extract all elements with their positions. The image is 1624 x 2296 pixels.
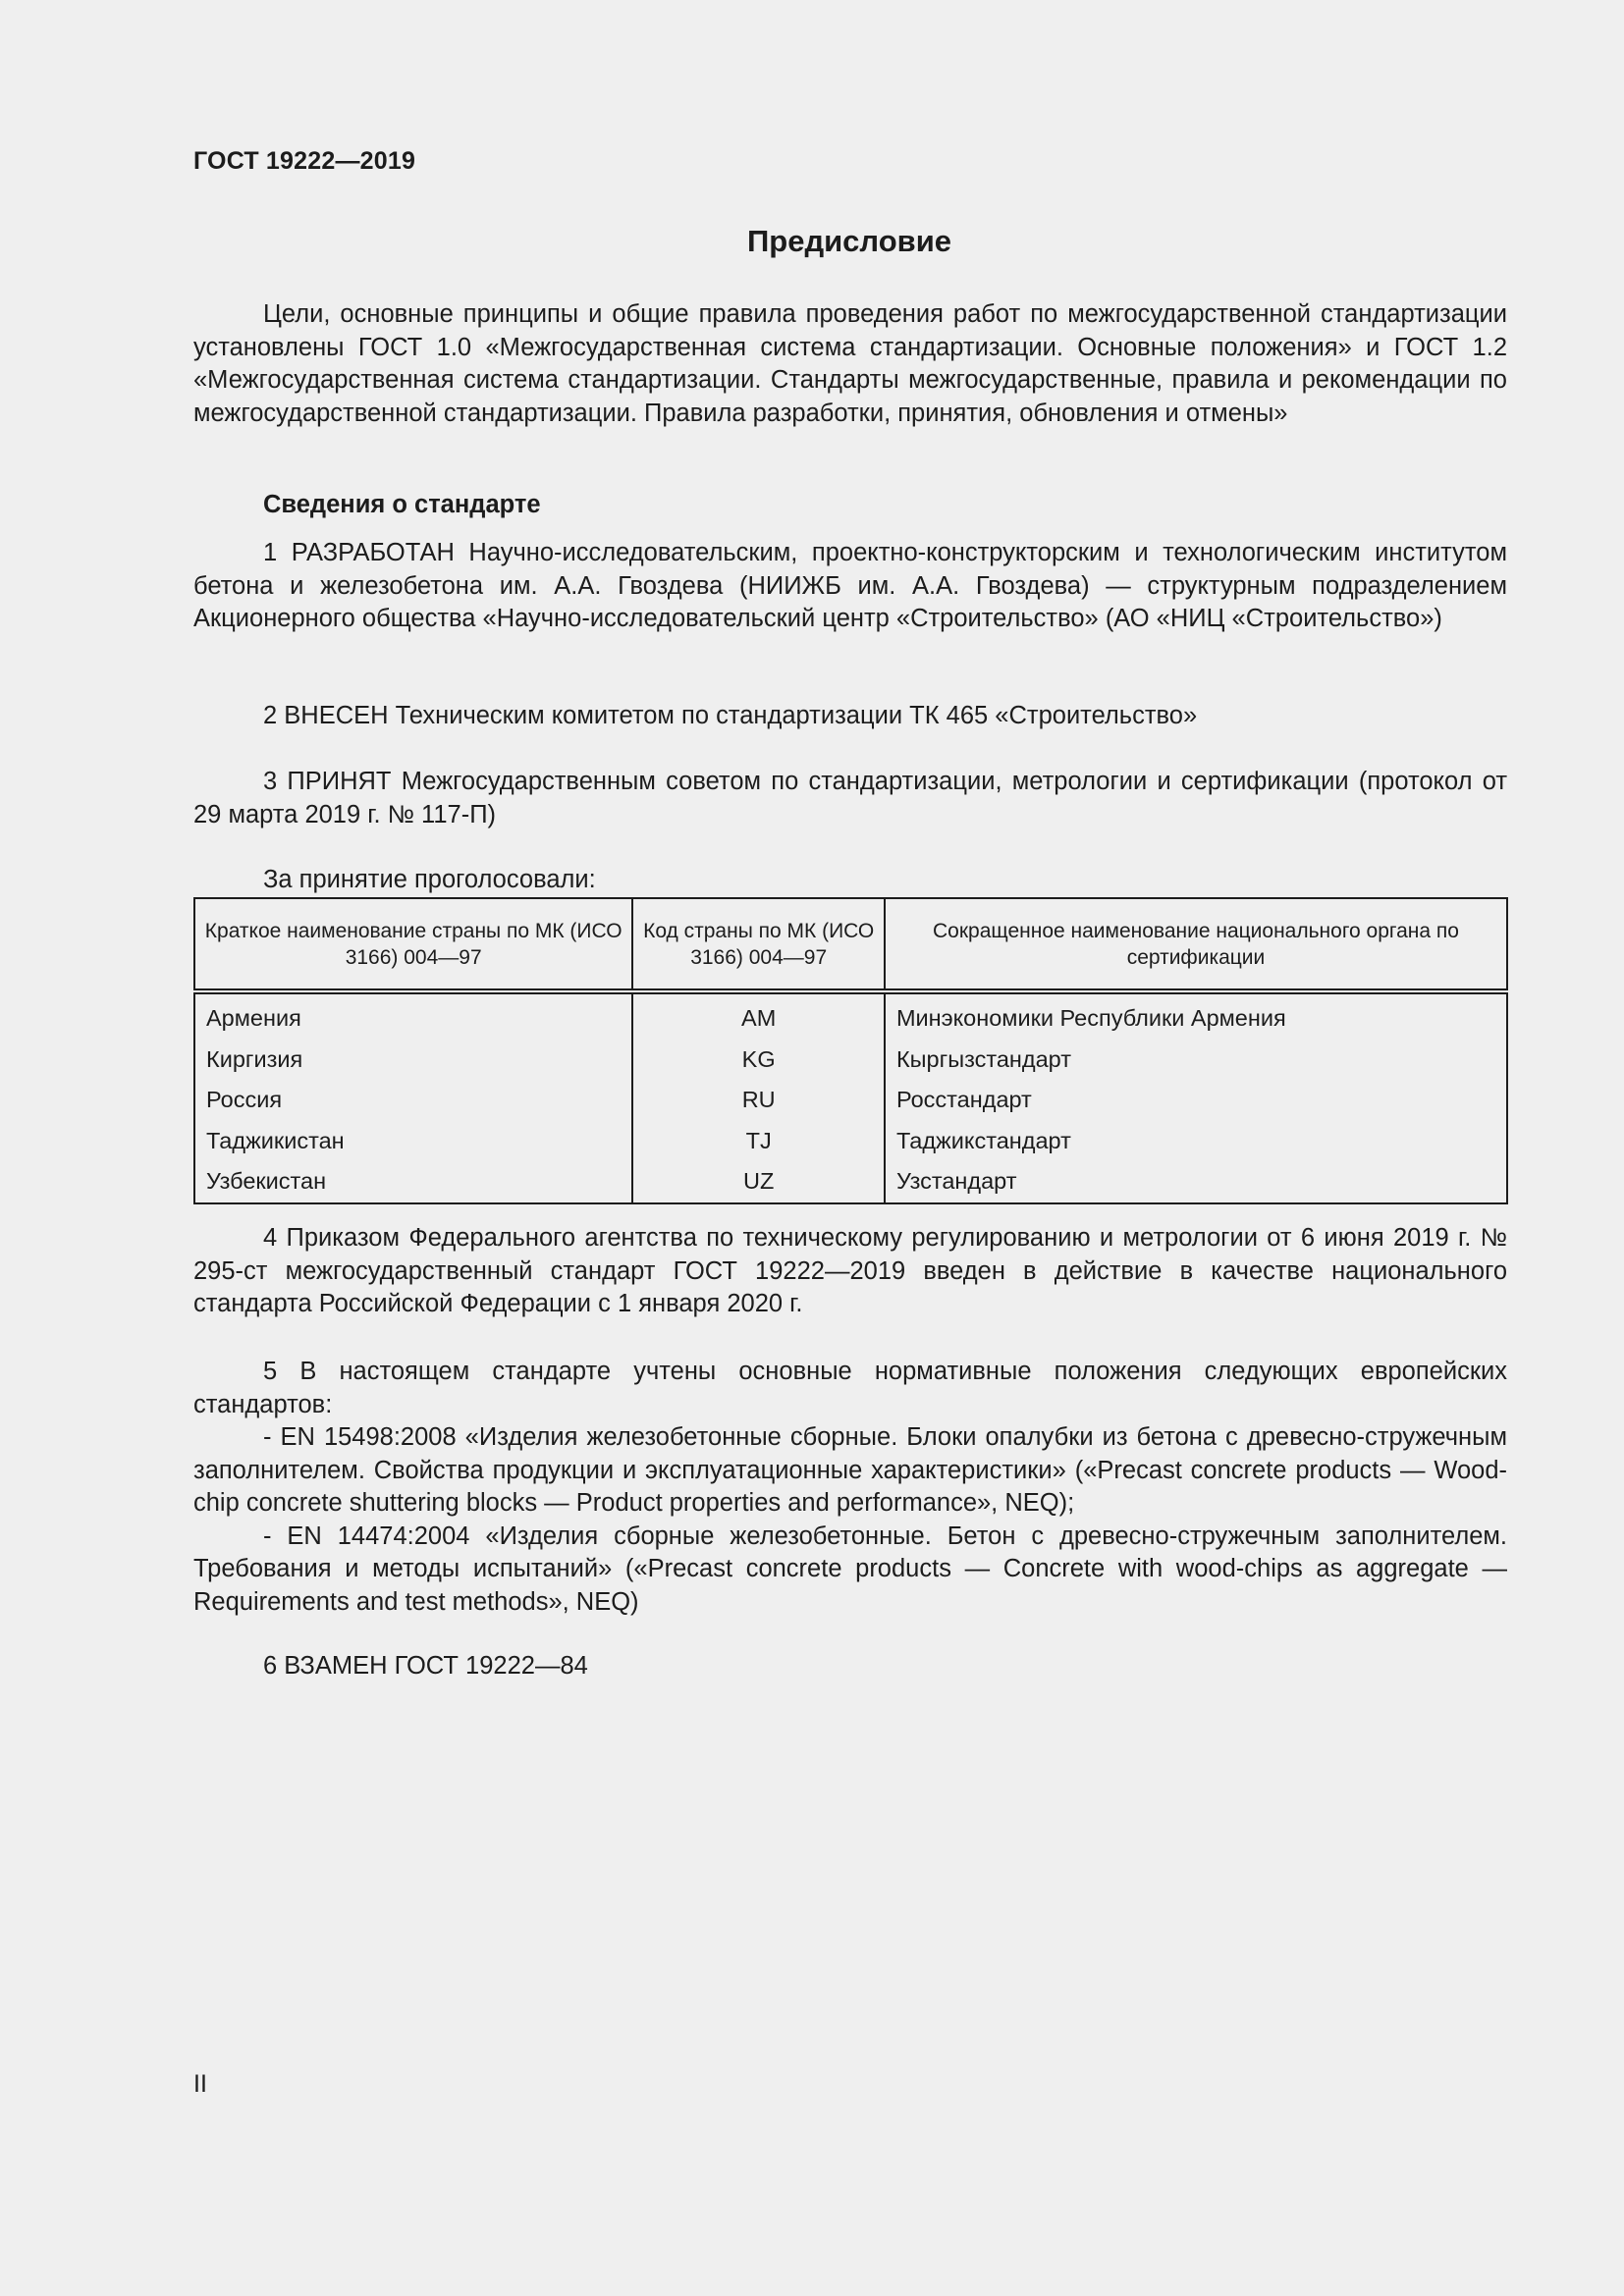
table-header-row xyxy=(194,898,1507,991)
standards-section xyxy=(193,1356,1507,1619)
country-code-cell: TJ xyxy=(632,1121,885,1162)
country-name-cell: Армения xyxy=(194,991,632,1040)
intro-section xyxy=(193,298,1507,430)
country-code-cell: AM xyxy=(632,991,885,1040)
header-certification-body: Сокращенное наименование национального органа по сертификации xyxy=(885,898,1507,991)
certification-body-cell: Кыргызстандарт xyxy=(885,1040,1507,1081)
standard-2-paragraph: - EN 14474:2004 «Изделия сборные железобетонные. Бетон с древесно-стружечным заполнителем. Требования и методы испытаний» («Precast concrete products — Concrete with wood-chips as aggregate — Requirements and test methods», NEQ) xyxy=(193,1522,1507,1616)
developed-paragraph: 1 РАЗРАБОТАН Научно-исследовательским, проектно-конструкторским и технологическим институтом бетона и железобетона им. А.А. Гвоздева (НИИЖБ им. А.А. Гвоздева) — структурным подразделением Акционерного общества «Научно-исследовательский центр «Строительство» (АО «НИЦ «Строительство») xyxy=(193,539,1507,632)
order-section xyxy=(193,1222,1507,1321)
page-title: Предисловие xyxy=(746,224,951,258)
standard-1-paragraph: - EN 15498:2008 «Изделия железобетонные сборные. Блоки опалубки из бетона с древесно-стружечным заполнителем. Свойства продукции и эксплуатационные характеристики» («Precast concrete products — Wood-chip concrete shuttering blocks — Product properties and performance», NEQ); xyxy=(193,1423,1507,1517)
replaces-section xyxy=(193,1650,1507,1683)
header-country-name: Краткое наименование страны по МК (ИСО 3166) 004—97 xyxy=(194,898,632,991)
country-code-cell: RU xyxy=(632,1080,885,1121)
voting-table xyxy=(193,897,1508,1204)
certification-body-cell: Минэкономики Республики Армения xyxy=(885,991,1507,1040)
certification-body-cell: Узстандарт xyxy=(885,1161,1507,1203)
certification-body-cell: Росстандарт xyxy=(885,1080,1507,1121)
country-name-cell: Узбекистан xyxy=(194,1161,632,1203)
introduced-paragraph: 2 ВНЕСЕН Техническим комитетом по стандартизации ТК 465 «Строительство» xyxy=(263,702,1198,729)
header-country-code: Код страны по МК (ИСО 3166) 004—97 xyxy=(632,898,885,991)
certification-body-cell: Таджикстандарт xyxy=(885,1121,1507,1162)
country-code-cell: UZ xyxy=(632,1161,885,1203)
country-code-cell: KG xyxy=(632,1040,885,1081)
table-row xyxy=(194,1161,1507,1203)
document-code: ГОСТ 19222—2019 xyxy=(193,147,416,175)
introduced-section xyxy=(193,700,1507,733)
table-row xyxy=(194,991,1507,1040)
table-row xyxy=(194,1080,1507,1121)
standards-intro-paragraph: 5 В настоящем стандарте учтены основные нормативные положения следующих европейских стандартов: xyxy=(193,1358,1507,1418)
country-name-cell: Таджикистан xyxy=(194,1121,632,1162)
page-number: II xyxy=(193,2070,207,2098)
order-paragraph: 4 Приказом Федерального агентства по техническому регулированию и метрологии от 6 июня 2019 г. № 295-ст межгосударственный стандарт ГОСТ 19222—2019 введен в действие в качестве национального стандарта Российской Федерации с 1 января 2020 г. xyxy=(193,1224,1507,1317)
info-heading: Сведения о стандарте xyxy=(263,491,541,518)
adopted-section xyxy=(193,766,1507,831)
country-name-cell: Киргизия xyxy=(194,1040,632,1081)
table-row xyxy=(194,1040,1507,1081)
vote-label: За принятие проголосовали: xyxy=(263,866,596,893)
developed-section xyxy=(193,537,1507,636)
table-row xyxy=(194,1121,1507,1162)
adopted-paragraph: 3 ПРИНЯТ Межгосударственным советом по стандартизации, метрологии и сертификации (протокол от 29 марта 2019 г. № 117-П) xyxy=(193,768,1507,828)
intro-paragraph: Цели, основные принципы и общие правила проведения работ по межгосударственной стандартизации установлены ГОСТ 1.0 «Межгосударственная система стандартизации. Основные положения» и ГОСТ 1.2 «Межгосударственная система стандартизации. Стандарты межгосударственные, правила и рекомендации по межгосударственной стандартизации. Правила разработки, принятия, обновления и отмены» xyxy=(193,300,1507,427)
country-name-cell: Россия xyxy=(194,1080,632,1121)
replaces-paragraph: 6 ВЗАМЕН ГОСТ 19222—84 xyxy=(263,1652,588,1680)
